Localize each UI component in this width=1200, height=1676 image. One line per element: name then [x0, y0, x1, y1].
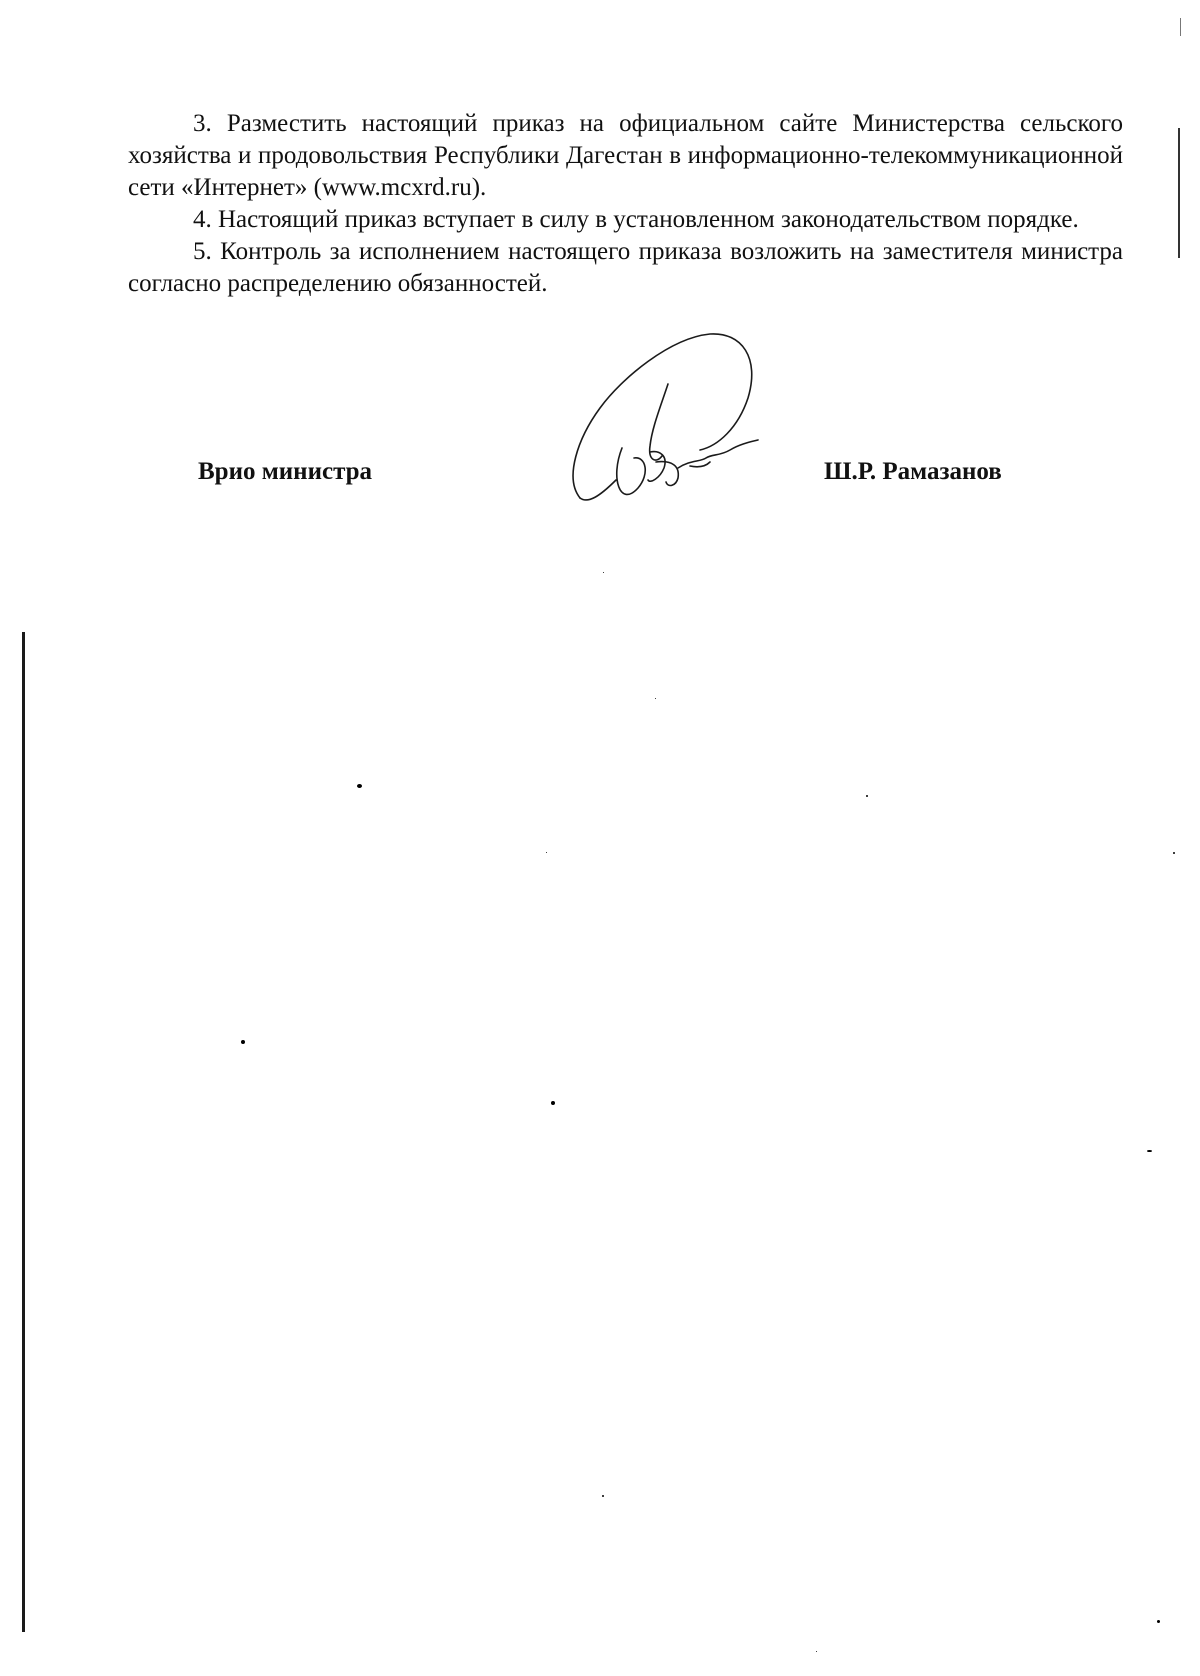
scan-edge-tick — [1180, 18, 1181, 36]
scan-speck — [546, 852, 547, 853]
scan-speck — [655, 698, 656, 699]
scan-speck — [241, 1040, 245, 1044]
scan-edge-line-right — [1178, 128, 1180, 258]
signature-icon — [560, 328, 800, 528]
scan-speck — [551, 1101, 555, 1105]
scan-speck — [1147, 1150, 1152, 1152]
signatory-title: Врио министра — [198, 458, 373, 485]
scan-speck — [1173, 852, 1175, 854]
scan-speck — [1157, 1620, 1160, 1623]
paragraph-4: 4. Настоящий приказ вступает в силу в установленном законодательством порядке. — [193, 206, 1079, 233]
scan-edge-line-left — [22, 632, 25, 1632]
scan-speck — [602, 1495, 604, 1497]
scan-speck — [603, 572, 604, 573]
signatory-name: Ш.Р. Рамазанов — [824, 458, 1002, 485]
order-body-text — [128, 108, 1123, 300]
paragraph-3: 3. Разместить настоящий приказ на официальном сайте Министерства сельского хозяйства и продовольствия Республики Дагестан в информационно-телекоммуникационной сети «Интернет» (www.mcxrd.ru). — [128, 110, 1123, 201]
scan-speck — [866, 795, 868, 797]
paragraph-5: 5. Контроль за исполнением настоящего приказа возложить на заместителя министра согласно распределению обязанностей. — [128, 238, 1123, 297]
scan-speck — [357, 784, 362, 788]
scan-speck — [816, 1651, 817, 1652]
